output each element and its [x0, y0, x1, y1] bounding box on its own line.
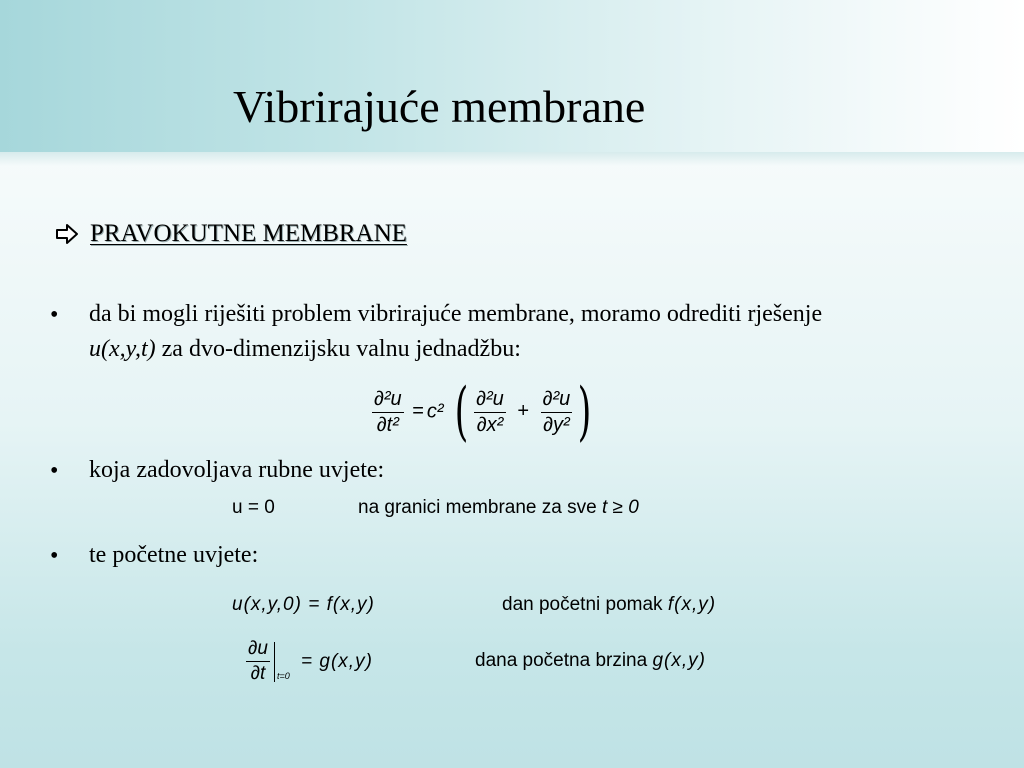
initial-displacement-function: f(x,y): [667, 594, 717, 615]
lhs-numerator: ∂²u: [372, 388, 404, 413]
initial-displacement-text: dan početni pomak: [502, 594, 663, 615]
bullet-marker: •: [50, 458, 59, 484]
boundary-condition: t ≥ 0: [601, 497, 639, 518]
section-heading: PRAVOKUTNE MEMBRANE: [90, 220, 407, 247]
lhs-denominator: ∂t²: [376, 413, 399, 436]
x-term-numerator: ∂²u: [474, 388, 506, 413]
wave-speed-coefficient: c²: [426, 400, 444, 423]
initial-displacement-equation: u(x,y,0) = f(x,y): [232, 594, 375, 615]
bullet-1-line-2-text: za dvo-dimenzijsku valnu jednadžbu:: [155, 336, 521, 362]
bullet-marker: •: [50, 543, 59, 569]
velocity-numerator: ∂u: [246, 638, 270, 662]
initial-velocity-equation: [246, 638, 373, 685]
section-heading-row: [54, 218, 407, 250]
boundary-text: na granici membrane za sve: [358, 497, 597, 518]
boundary-description: [358, 497, 639, 519]
right-paren: ): [577, 375, 592, 449]
equals-sign: =: [412, 400, 424, 423]
bullet-marker: •: [50, 302, 59, 328]
bullet-2-text: koja zadovoljava rubne uvjete:: [89, 457, 385, 483]
arrow-right-icon: [54, 221, 80, 247]
velocity-fraction: [246, 638, 270, 685]
bullet-1-line-1: da bi mogli riješiti problem vibrirajuće membrane, moramo odrediti rješenje: [89, 301, 823, 327]
evaluation-bar: [274, 642, 275, 682]
y-term-numerator: ∂²u: [541, 388, 573, 413]
y-term-fraction: [541, 388, 573, 437]
x-term-fraction: [474, 388, 506, 437]
bullet-1-line-2: [89, 332, 521, 366]
x-term-denominator: ∂x²: [476, 413, 504, 436]
plus-sign: +: [517, 400, 530, 423]
lhs-fraction: [372, 388, 404, 437]
bullet-3-text: te početne uvjete:: [89, 542, 259, 568]
left-paren: (: [454, 375, 469, 449]
initial-velocity-function: g(x,y): [652, 650, 706, 671]
slide-title: Vibrirajuće membrane: [233, 81, 646, 132]
boundary-equation: u = 0: [232, 497, 275, 518]
initial-velocity-description: [475, 650, 706, 672]
velocity-denominator: ∂t: [250, 663, 266, 684]
function-u-xyt: u(x,y,t): [89, 336, 156, 362]
initial-velocity-text: dana početna brzina: [475, 650, 648, 671]
y-term-denominator: ∂y²: [543, 413, 570, 436]
velocity-rhs: = g(x,y): [301, 650, 373, 672]
initial-displacement-description: [502, 594, 716, 616]
wave-equation: [372, 375, 597, 449]
evaluation-subscript: t=0: [276, 670, 290, 681]
